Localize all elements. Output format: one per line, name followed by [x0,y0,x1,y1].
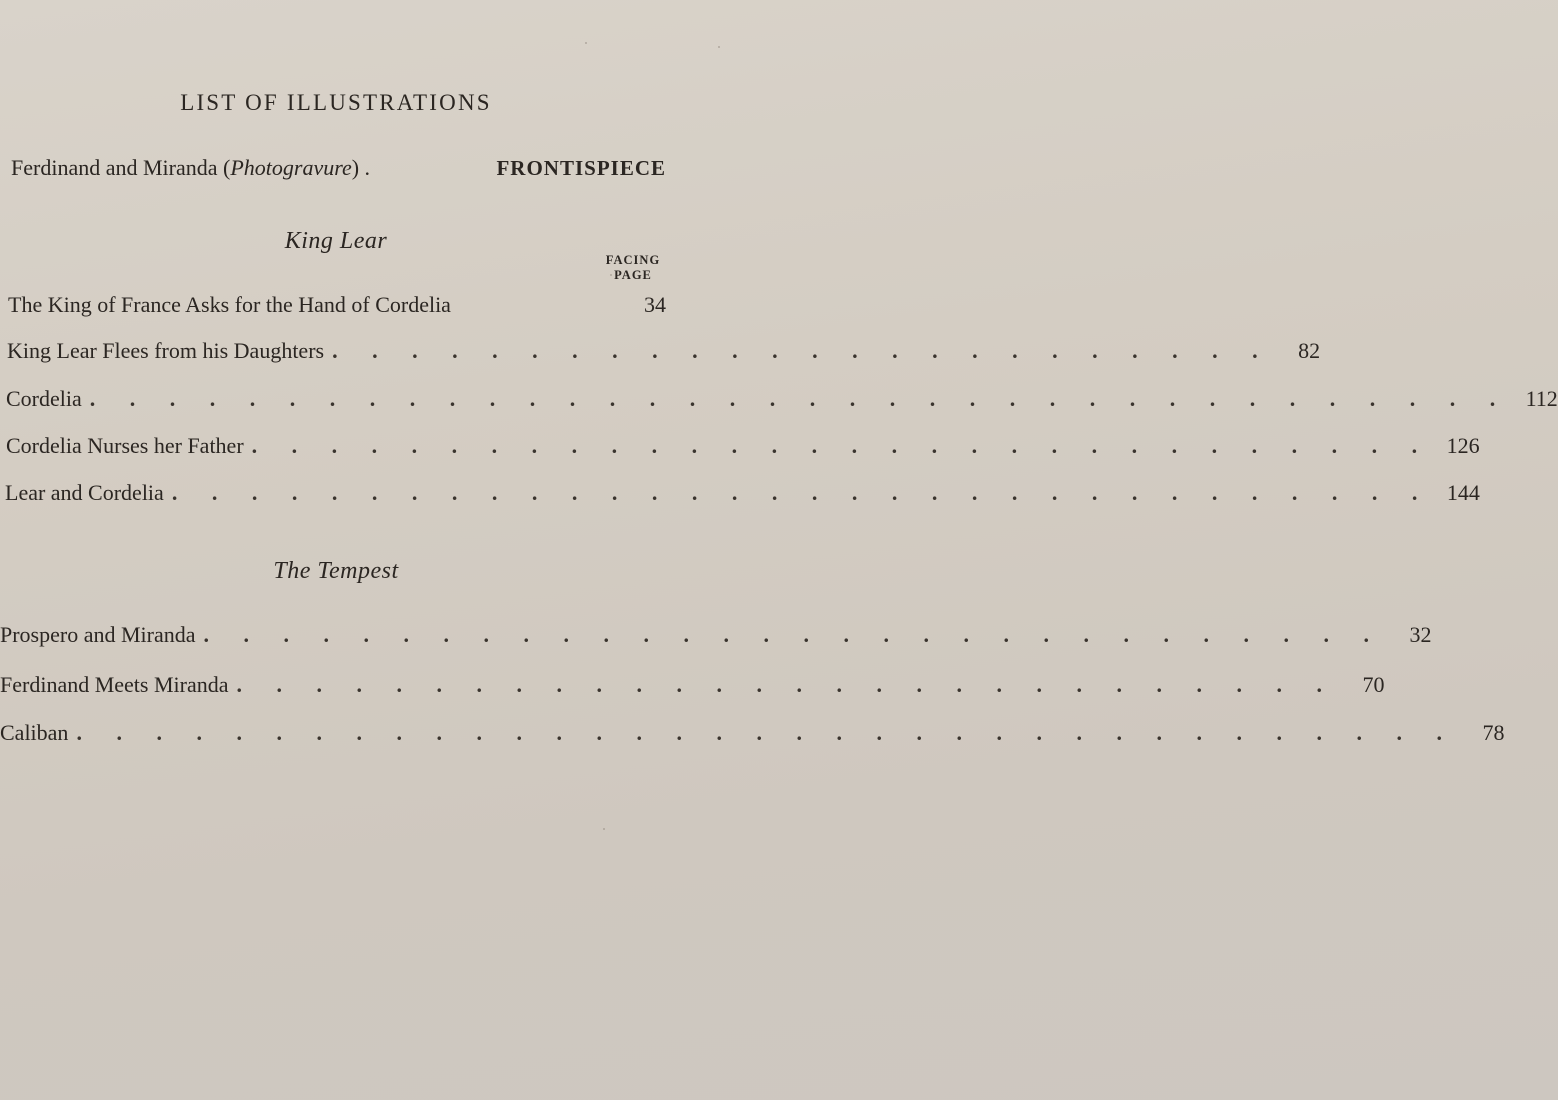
list-item-page: 112 [1525,386,1558,411]
list-item [5,480,1480,506]
list-item-page: 70 [1362,672,1385,697]
frontispiece-label: Ferdinand and Miranda ( [11,155,231,180]
facing-header-line: FACING [605,253,661,267]
leader-dots: . . . . . . . . . . . . . . . . . . . . . . . . . . . . . . . . . . . . [89,386,1510,411]
facing-page-header [598,253,668,283]
leader-dots: . . . . . . . . . . . . . . . . . . . . . . . . . . . . . . [203,622,1384,647]
frontispiece-entry [11,155,666,181]
frontispiece-label-italic: Photogravure [230,155,352,180]
paper-speck [603,828,605,830]
section-title-the-tempest: The Tempest [273,558,399,584]
list-item [0,720,1505,746]
frontispiece-position: FRONTISPIECE [496,156,666,180]
list-item [0,622,1432,648]
list-item [6,433,1480,459]
list-item-label: Ferdinand Meets Miranda [0,672,229,697]
list-item-page: 82 [1298,338,1321,363]
paper-speck [585,42,587,44]
list-item-label: Prospero and Miranda [0,622,196,647]
list-item-page: 144 [1446,480,1480,505]
facing-header-line: PAGE [614,268,652,282]
list-item-label: Cordelia [6,386,82,411]
list-item [8,292,666,318]
list-item-label: King Lear Flees from his Daughters [7,338,325,363]
leader-dots: . . . . . . . . . . . . . . . . . . . . . . . . . . . . [236,672,1337,697]
list-item-page: 34 [644,292,666,317]
frontispiece-label-close: ) . [351,155,371,180]
list-item-label: Cordelia Nurses her Father [6,433,244,458]
paper-speck [718,46,720,48]
list-item [0,672,1385,698]
list-item [6,386,1558,412]
list-item [7,338,1321,364]
section-title-king-lear: King Lear [284,228,388,254]
leader-dots: . . . . . . . . . . . . . . . . . . . . . . . . . . . . . . . . [171,480,1432,505]
leader-dots: . . . . . . . . . . . . . . . . . . . . . . . . . . . . . . . . . . . [76,720,1457,745]
list-item-label: The King of France Asks for the Hand of Cordelia [8,292,451,317]
list-item-page: 78 [1482,720,1505,745]
page-title: LIST OF ILLUSTRATIONS [180,90,492,115]
list-item-page: 126 [1446,433,1480,458]
list-item-label: Lear and Cordelia [5,480,164,505]
leader-dots: . . . . . . . . . . . . . . . . . . . . . . . . . . . . . . [251,433,1432,458]
list-item-label: Caliban [0,720,69,745]
leader-dots: . . . . . . . . . . . . . . . . . . . . . . . . [332,338,1273,363]
list-item-page: 32 [1409,622,1432,647]
